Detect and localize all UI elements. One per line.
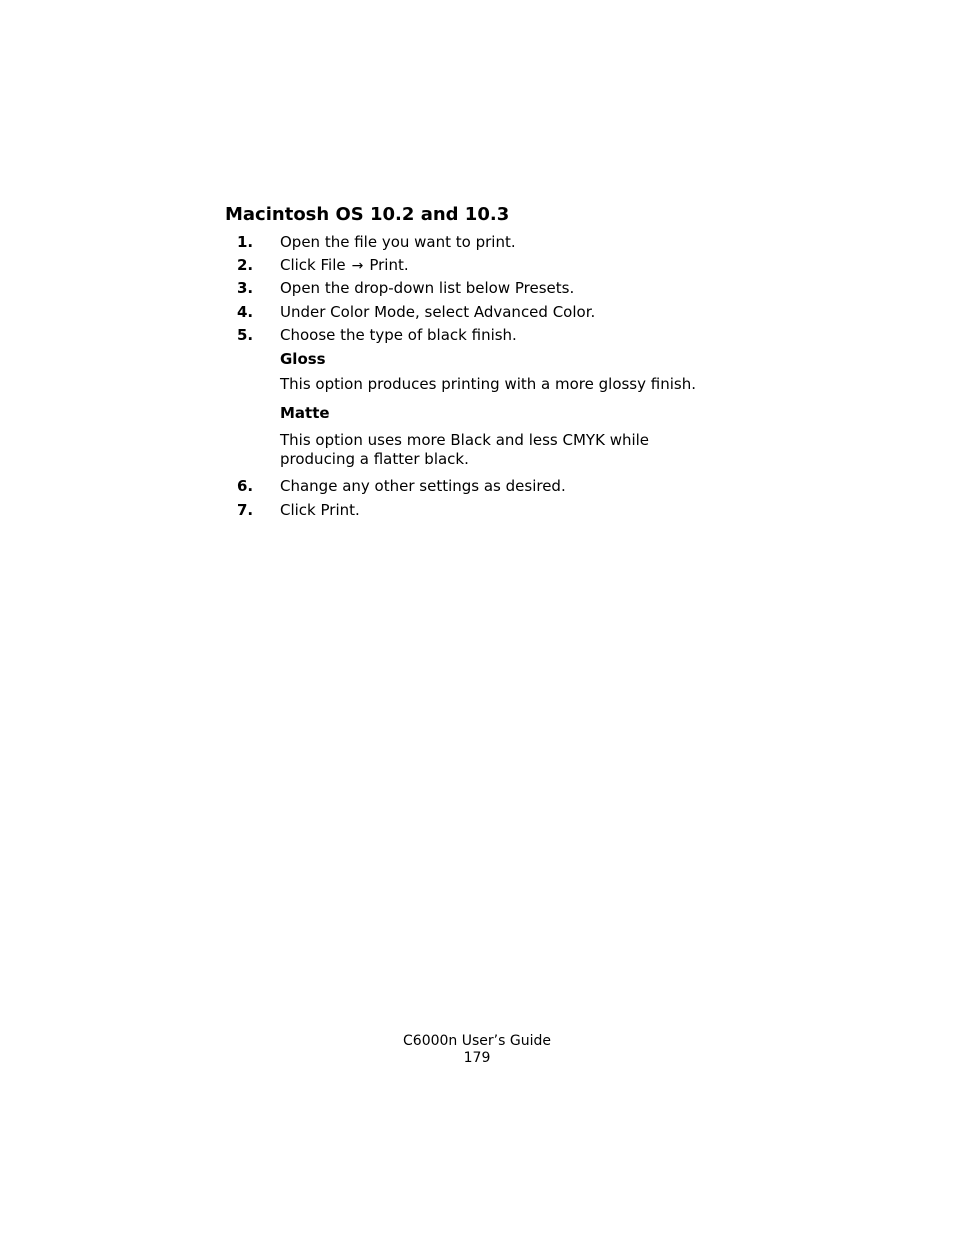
step-text-4: Under Color Mode, select Advanced Color.	[280, 303, 596, 321]
option-gloss-title: Gloss	[280, 350, 326, 368]
step-text-7: Click Print.	[280, 501, 360, 519]
step-number-5: 5.	[237, 326, 254, 344]
step-number-1: 1.	[237, 233, 254, 251]
option-matte-description: This option uses more Black and less CMYK while producing a flatter black.	[280, 431, 650, 468]
step-text-6: Change any other settings as desired.	[280, 477, 566, 495]
option-matte-title: Matte	[280, 404, 330, 422]
step-text-3: Open the drop-down list below Presets.	[280, 279, 575, 297]
right-arrow-icon: →	[351, 258, 364, 274]
option-gloss-description: This option produces printing with a more glossy finish.	[280, 375, 696, 393]
step-number-6: 6.	[237, 477, 254, 495]
step-text-1: Open the file you want to print.	[280, 233, 516, 251]
footer-page-number: 179	[463, 1050, 491, 1066]
footer-guide-title: C6000n User’s Guide	[403, 1033, 551, 1049]
step-number-7: 7.	[237, 501, 254, 519]
step-number-3: 3.	[237, 279, 254, 297]
step-number-2: 2.	[237, 256, 254, 274]
step-2-text-before: Click File	[280, 256, 346, 274]
step-text-5: Choose the type of black finish.	[280, 326, 517, 344]
section-heading: Macintosh OS 10.2 and 10.3	[225, 204, 510, 225]
step-2-text-after: Print.	[369, 256, 409, 274]
step-text-2	[280, 255, 409, 276]
step-number-4: 4.	[237, 303, 254, 321]
